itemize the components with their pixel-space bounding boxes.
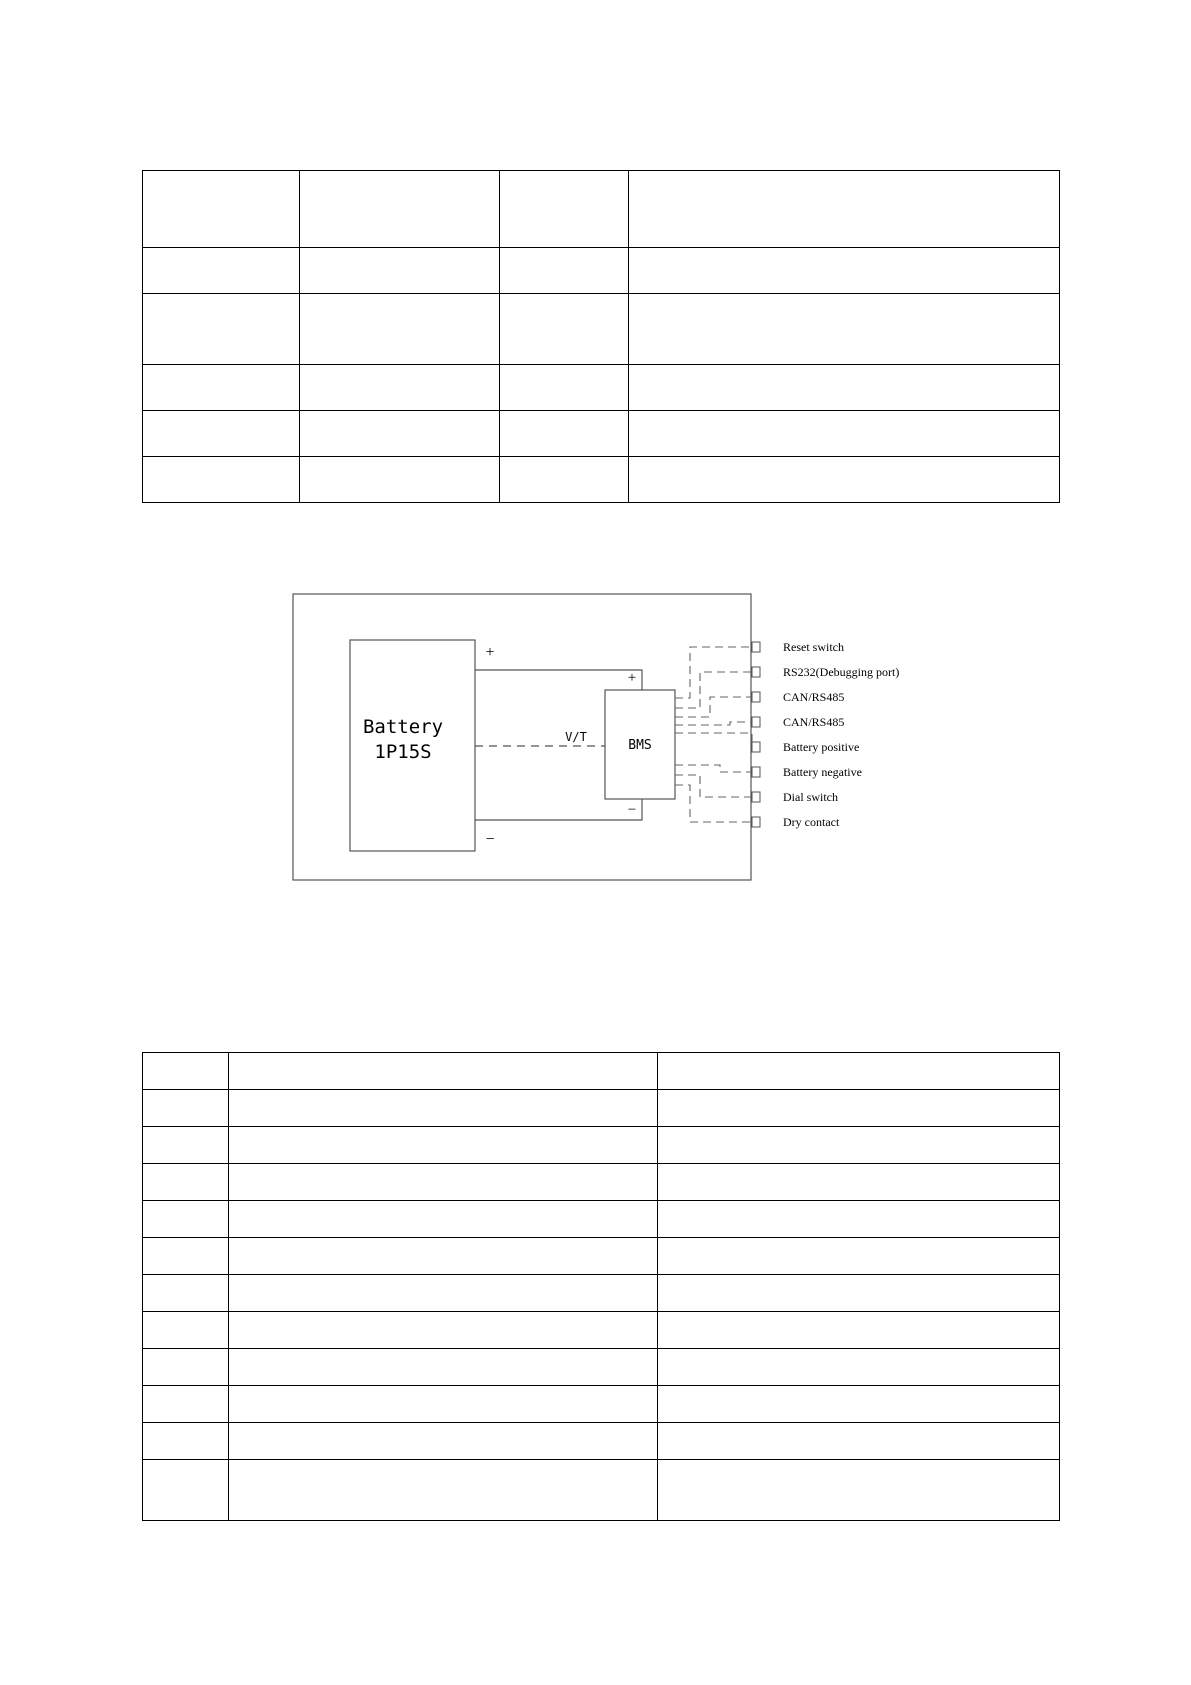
spec-table-bottom xyxy=(142,1052,1060,1521)
table-cell xyxy=(658,1349,1060,1386)
table-cell xyxy=(143,1238,229,1275)
port-label-can-rs485-1: CAN/RS485 xyxy=(783,690,845,704)
table-cell xyxy=(300,248,500,294)
vt-label: V/T xyxy=(565,730,587,744)
table-row xyxy=(143,248,1060,294)
table-row xyxy=(143,1090,1060,1127)
port-label-dry-contact: Dry contact xyxy=(783,815,840,829)
port-label-rs232: RS232(Debugging port) xyxy=(783,665,900,679)
table-cell xyxy=(300,365,500,411)
table-cell xyxy=(300,171,500,248)
table-cell xyxy=(658,1201,1060,1238)
positive-line xyxy=(475,670,642,690)
table-cell xyxy=(229,1423,658,1460)
table-cell xyxy=(500,457,629,503)
table-row xyxy=(143,1164,1060,1201)
table-cell xyxy=(143,1201,229,1238)
bms-plus-sign: + xyxy=(627,670,637,686)
table-row xyxy=(143,411,1060,457)
table-row xyxy=(143,1201,1060,1238)
table-cell xyxy=(300,294,500,365)
table-row xyxy=(143,1349,1060,1386)
table-cell xyxy=(143,1275,229,1312)
table-row xyxy=(143,457,1060,503)
table-cell xyxy=(658,1127,1060,1164)
table-cell xyxy=(229,1349,658,1386)
table-cell xyxy=(500,365,629,411)
table-row xyxy=(143,1460,1060,1521)
table-cell xyxy=(229,1053,658,1090)
port-terminals xyxy=(752,642,760,827)
spec-table-top xyxy=(142,170,1060,503)
table-cell xyxy=(629,457,1060,503)
table-cell xyxy=(500,294,629,365)
table-cell xyxy=(229,1127,658,1164)
table-cell xyxy=(658,1164,1060,1201)
table-cell xyxy=(300,457,500,503)
bms-wiring-diagram xyxy=(290,590,930,890)
negative-line xyxy=(475,799,642,820)
table-cell xyxy=(658,1460,1060,1521)
table-cell xyxy=(500,411,629,457)
table-cell xyxy=(629,411,1060,457)
table-row xyxy=(143,1238,1060,1275)
table-cell xyxy=(143,171,300,248)
port-terminal xyxy=(752,792,760,802)
table-cell xyxy=(229,1164,658,1201)
table-cell xyxy=(143,1423,229,1460)
table-cell xyxy=(500,248,629,294)
table-cell xyxy=(229,1312,658,1349)
table-cell xyxy=(629,248,1060,294)
port-label-battery-negative: Battery negative xyxy=(783,765,862,779)
table-cell xyxy=(658,1090,1060,1127)
table-cell xyxy=(143,1312,229,1349)
port-terminal xyxy=(752,717,760,727)
table-cell xyxy=(658,1386,1060,1423)
table-cell xyxy=(658,1275,1060,1312)
table-row xyxy=(143,1127,1060,1164)
table-cell xyxy=(500,171,629,248)
table-cell xyxy=(229,1386,658,1423)
bms-label: BMS xyxy=(628,738,652,753)
table-row xyxy=(143,294,1060,365)
table-cell xyxy=(229,1238,658,1275)
battery-label: Battery xyxy=(362,716,444,738)
battery-plus-sign: + xyxy=(485,644,495,661)
battery-config-label: 1P15S xyxy=(374,741,432,763)
table-cell xyxy=(143,248,300,294)
table-cell xyxy=(658,1238,1060,1275)
table-cell xyxy=(143,457,300,503)
port-label-can-rs485-2: CAN/RS485 xyxy=(783,715,845,729)
table-cell xyxy=(629,171,1060,248)
port-label-reset-switch: Reset switch xyxy=(783,640,844,654)
table-cell xyxy=(143,1090,229,1127)
port-label-battery-positive: Battery positive xyxy=(783,740,860,754)
table-row xyxy=(143,171,1060,248)
bms-minus-sign: − xyxy=(627,802,637,818)
port-terminal xyxy=(752,692,760,702)
table-cell xyxy=(143,1460,229,1521)
table-row xyxy=(143,1423,1060,1460)
table-cell xyxy=(143,1386,229,1423)
table-cell xyxy=(143,294,300,365)
table-cell xyxy=(629,294,1060,365)
table-row xyxy=(143,1275,1060,1312)
table-cell xyxy=(300,411,500,457)
port-terminal xyxy=(752,767,760,777)
table-cell xyxy=(143,1127,229,1164)
port-connections xyxy=(675,647,752,822)
table-cell xyxy=(658,1053,1060,1090)
table-cell xyxy=(229,1090,658,1127)
table-cell xyxy=(143,1164,229,1201)
table-cell xyxy=(143,1349,229,1386)
enclosure-outline xyxy=(293,594,751,880)
port-labels xyxy=(783,640,899,829)
port-label-dial-switch: Dial switch xyxy=(783,790,838,804)
table-cell xyxy=(629,365,1060,411)
table-cell xyxy=(229,1460,658,1521)
table-cell xyxy=(143,1053,229,1090)
table-cell xyxy=(143,365,300,411)
table-cell xyxy=(658,1312,1060,1349)
port-terminal xyxy=(752,642,760,652)
port-terminal xyxy=(752,817,760,827)
table-cell xyxy=(143,411,300,457)
table-row xyxy=(143,1312,1060,1349)
table-row xyxy=(143,365,1060,411)
table-cell xyxy=(658,1423,1060,1460)
table-row xyxy=(143,1386,1060,1423)
battery-minus-sign: − xyxy=(485,831,495,848)
port-terminal xyxy=(752,667,760,677)
table-row xyxy=(143,1053,1060,1090)
table-cell xyxy=(229,1201,658,1238)
port-terminal xyxy=(752,742,760,752)
table-cell xyxy=(229,1275,658,1312)
